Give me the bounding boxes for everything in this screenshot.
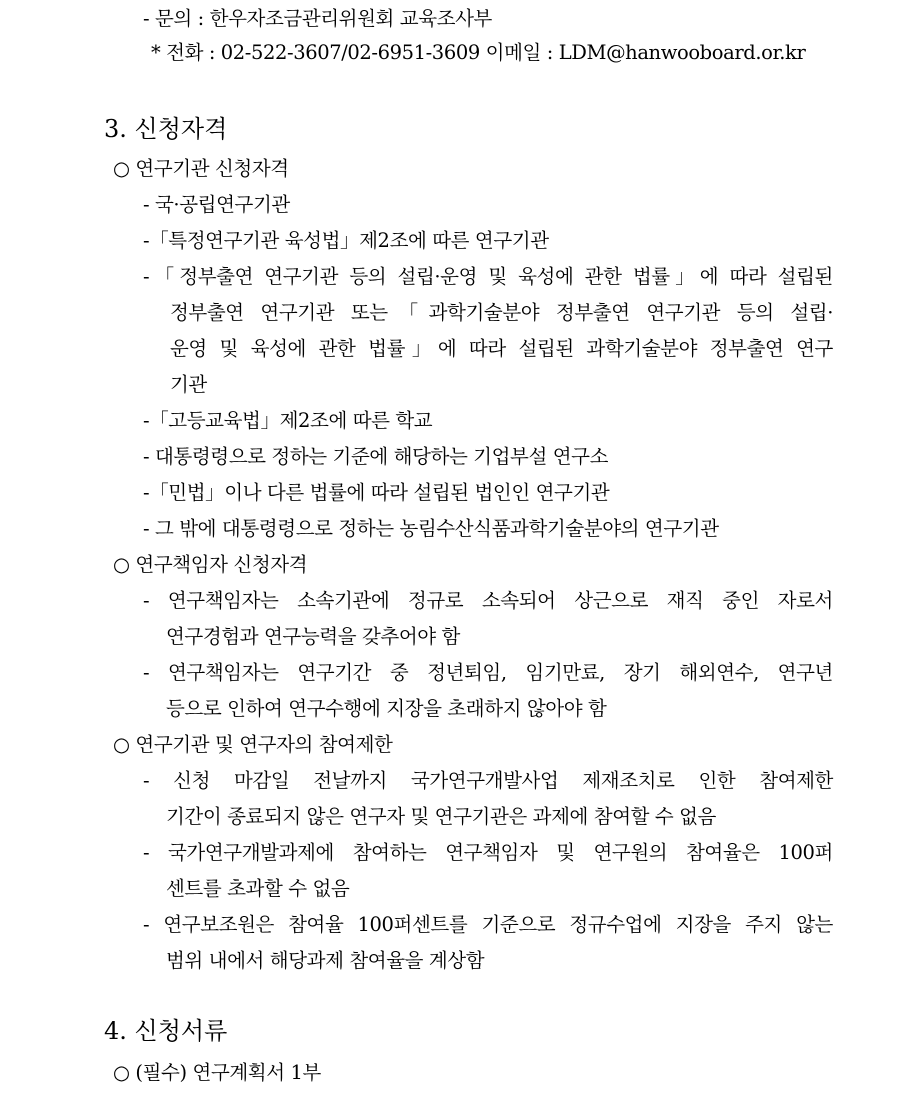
list-item: -「특정연구기관 육성법」제2조에 따른 연구기관 <box>143 229 549 252</box>
contact-inquiry: - 문의 : 한우자조금관리위원회 교육조사부 <box>143 7 492 30</box>
list-item: -「민법」이나 다른 법률에 따라 설립된 법인인 연구기관 <box>143 481 610 504</box>
list-item-continuation: 등으로 인하여 연구수행에 지장을 초래하지 않아야 함 <box>166 697 607 720</box>
list-item: - 국가연구개발과제에 참여하는 연구책임자 및 연구원의 참여율은 100퍼 <box>143 841 833 864</box>
contact-phone-email: * 전화 : 02-522-3607/02-6951-3609 이메일 : LDM@hanwooboard.or.kr <box>151 41 806 64</box>
list-item: -「정부출연 연구기관 등의 설립·운영 및 육성에 관한 법률」에 따라 설립된 <box>143 265 833 288</box>
list-item-continuation: 운영 및 육성에 관한 법률」에 따라 설립된 과학기술분야 정부출연 연구 <box>170 337 833 360</box>
list-item-continuation: 연구경험과 연구능력을 갖추어야 함 <box>166 625 460 648</box>
list-item: - 연구책임자는 연구기간 중 정년퇴임, 임기만료, 장기 해외연수, 연구년 <box>143 661 833 684</box>
list-item-continuation: 기관 <box>170 373 207 396</box>
list-item: - 연구보조원은 참여율 100퍼센트를 기준으로 정규수업에 지장을 주지 않는 <box>143 913 833 936</box>
list-item-continuation: 센트를 초과할 수 없음 <box>166 877 350 900</box>
list-item: - 신청 마감일 전날까지 국가연구개발사업 제재조치로 인한 참여제한 <box>143 769 833 792</box>
list-item-continuation: 범위 내에서 해당과제 참여율을 계상함 <box>166 949 485 972</box>
list-item: - 연구책임자는 소속기관에 정규로 소속되어 상근으로 재직 중인 자로서 <box>143 589 833 612</box>
list-item: - 대통령령으로 정하는 기준에 해당하는 기업부설 연구소 <box>143 445 609 468</box>
section4-title: 4. 신청서류 <box>104 1017 228 1045</box>
section3-researcher-bullet: ○ 연구책임자 신청자격 <box>113 553 308 576</box>
list-item-continuation: 기간이 종료되지 않은 연구자 및 연구기관은 과제에 참여할 수 없음 <box>166 805 716 828</box>
list-item: - 그 밖에 대통령령으로 정하는 농림수산식품과학기술분야의 연구기관 <box>143 517 719 540</box>
list-item: -「고등교육법」제2조에 따른 학교 <box>143 409 433 432</box>
section3-restriction-bullet: ○ 연구기관 및 연구자의 참여제한 <box>113 733 393 756</box>
section4-item: ○ (필수) 연구계획서 1부 <box>113 1061 321 1084</box>
list-item: - 국·공립연구기관 <box>143 193 290 216</box>
section3-institution-bullet: ○ 연구기관 신청자격 <box>113 157 289 180</box>
list-item-continuation: 정부출연 연구기관 또는「과학기술분야 정부출연 연구기관 등의 설립· <box>170 301 833 324</box>
section3-title: 3. 신청자격 <box>104 115 228 143</box>
